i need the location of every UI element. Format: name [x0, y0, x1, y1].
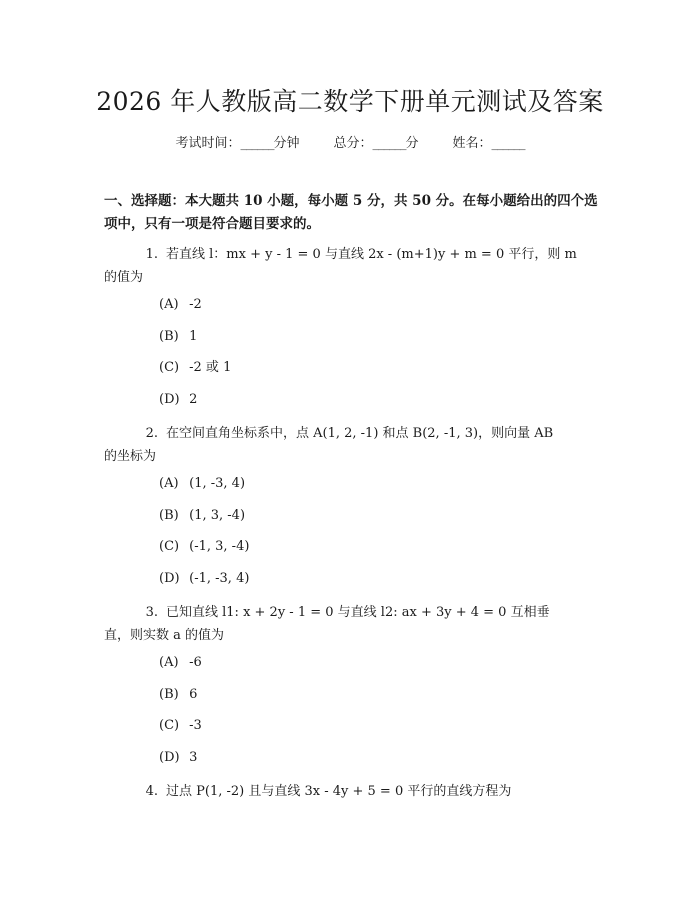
question-3-option-b	[159, 685, 197, 705]
question-4-number: 4.	[145, 784, 158, 799]
question-1-text: 若直线 l：mx + y - 1 = 0 与直线 2x - (m+1)y + m = 0 平行，则 m	[166, 247, 577, 262]
option-text: (1, -3, 4)	[189, 476, 246, 491]
question-2-number: 2.	[145, 426, 158, 441]
option-label: (A)	[159, 297, 179, 312]
question-3-option-c	[159, 716, 202, 736]
question-3-number: 3.	[145, 605, 158, 620]
option-label: (A)	[159, 655, 179, 670]
question-1-option-c	[159, 358, 231, 378]
option-label: (B)	[159, 329, 179, 344]
option-text: (1, 3, -4)	[189, 508, 246, 523]
time-unit: 分钟	[273, 136, 300, 151]
time-blank: ______	[240, 136, 274, 151]
time-field	[175, 132, 299, 151]
question-2-option-a	[159, 474, 245, 494]
score-blank: ______	[372, 136, 406, 151]
option-text: (-1, 3, -4)	[189, 539, 250, 554]
option-text: (-1, -3, 4)	[189, 571, 250, 586]
question-1-option-d	[159, 390, 197, 410]
option-text: 3	[189, 750, 198, 765]
section-heading-line2: 项中，只有一项是符合题目要求的。	[104, 216, 320, 232]
question-1-number: 1.	[145, 247, 158, 262]
question-3-line1	[104, 601, 592, 624]
question-2-text: 在空间直角坐标系中，点 A(1, 2, -1) 和点 B(2, -1, 3)，则向量 AB	[166, 426, 554, 441]
option-label: (B)	[159, 687, 179, 702]
section-heading-line1: 一、选择题：本大题共 10 小题，每小题 5 分，共 50 分。在每小题给出的四个选	[104, 193, 598, 209]
score-label: 总分：	[333, 136, 373, 151]
question-3-text: 已知直线 l1: x + 2y - 1 = 0 与直线 l2: ax + 3y + 4 = 0 互相垂	[166, 605, 550, 620]
option-label: (D)	[159, 392, 180, 407]
question-2-line2: 的坐标为	[104, 449, 157, 464]
option-label: (B)	[159, 508, 179, 523]
page-title: 2026 年人教版高二数学下册单元测试及答案	[96, 87, 604, 116]
option-text: -6	[189, 655, 202, 670]
score-field	[333, 132, 418, 151]
option-label: (C)	[159, 360, 180, 375]
option-label: (C)	[159, 539, 180, 554]
question-2-line1	[104, 422, 592, 445]
section-heading	[104, 190, 604, 236]
option-text: 6	[189, 687, 198, 702]
question-2-option-d	[159, 569, 249, 589]
name-label: 姓名：	[452, 136, 492, 151]
question-1-line2: 的值为	[104, 270, 144, 285]
option-text: 2	[189, 392, 198, 407]
option-text: -2	[189, 297, 202, 312]
score-unit: 分	[405, 136, 419, 151]
exam-meta-row	[0, 132, 700, 151]
question-4-text: 过点 P(1, -2) 且与直线 3x - 4y + 5 = 0 平行的直线方程为	[166, 784, 512, 799]
question-3-option-d	[159, 748, 197, 768]
question-3-line2: 直，则实数 a 的值为	[104, 628, 225, 643]
question-1-line1	[104, 243, 592, 266]
time-label: 考试时间：	[175, 136, 241, 151]
question-2-option-c	[159, 537, 249, 557]
question-1-option-b	[159, 327, 197, 347]
option-label: (C)	[159, 718, 180, 733]
question-3-option-a	[159, 653, 202, 673]
option-text: -2 或 1	[189, 360, 232, 375]
question-4-line1	[104, 780, 592, 803]
option-text: 1	[189, 329, 198, 344]
question-1-option-a	[159, 295, 202, 315]
option-text: -3	[189, 718, 202, 733]
name-blank: ______	[491, 136, 525, 151]
name-field	[453, 132, 525, 151]
option-label: (D)	[159, 750, 180, 765]
option-label: (A)	[159, 476, 179, 491]
question-2-option-b	[159, 506, 245, 526]
option-label: (D)	[159, 571, 180, 586]
